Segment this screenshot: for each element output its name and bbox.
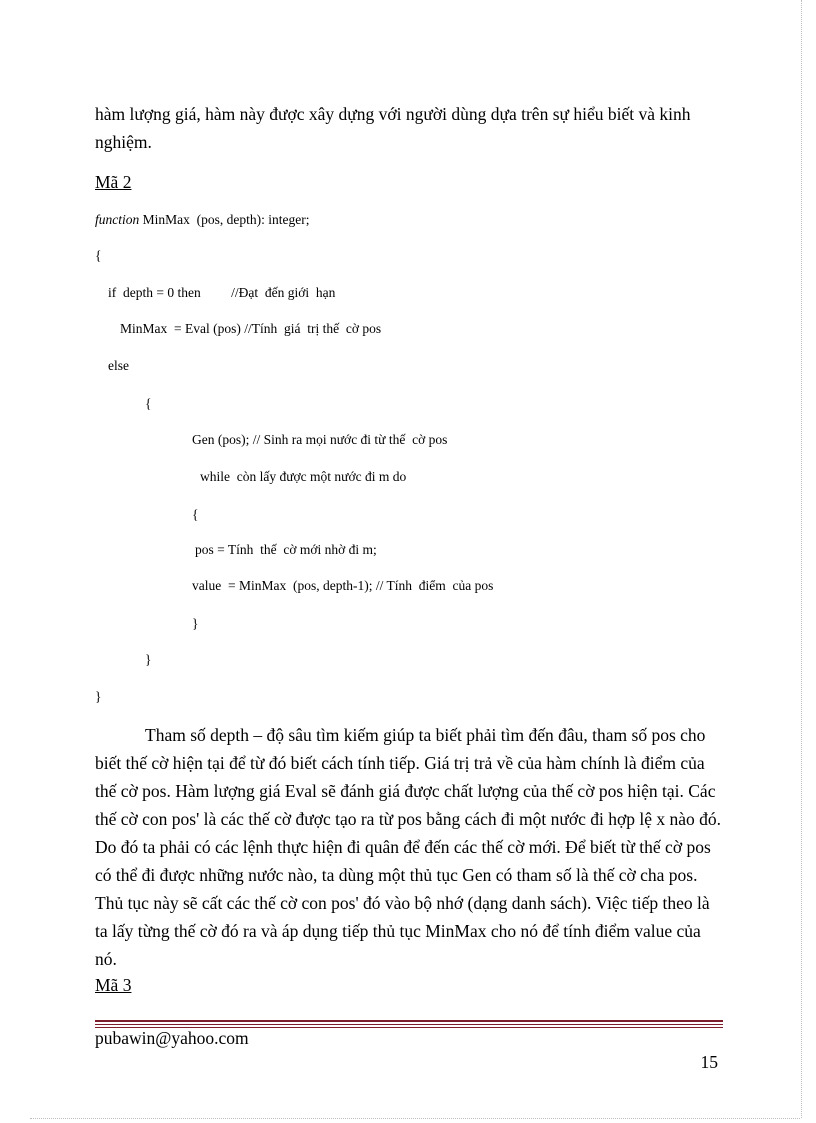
heading-ma-2: Mã 2 xyxy=(95,172,132,192)
code-line-5: else xyxy=(108,358,129,373)
code-line-14: } xyxy=(95,689,102,704)
heading-ma-3: Mã 3 xyxy=(95,975,132,995)
footer-rule xyxy=(95,1020,723,1022)
code-line-9: { xyxy=(192,507,199,522)
code-line-1-rest: MinMax (pos, depth): integer; xyxy=(139,212,310,227)
code-line-12: } xyxy=(192,616,199,631)
code-line-7: Gen (pos); // Sinh ra mọi nước đi từ thế cờ pos xyxy=(192,432,448,447)
code-line-1 xyxy=(95,212,309,228)
top-paragraph: hàm lượng giá, hàm này được xây dựng với người dùng dựa trên sự hiểu biết và kinh nghiệm. xyxy=(95,104,691,152)
code-line-11: value = MinMax (pos, depth-1); // Tính điểm của pos xyxy=(192,578,494,593)
footer-rule-2 xyxy=(95,1024,723,1025)
code-line-8: while còn lấy được một nước đi m do xyxy=(200,469,407,484)
code-line-4: MinMax = Eval (pos) //Tính giá trị thế cờ pos xyxy=(120,321,382,336)
body-paragraph: Tham số depth – độ sâu tìm kiếm giúp ta biết phải tìm đến đâu, tham số pos cho biết thế cờ hiện tại để từ đó biết cách tính tiếp. Giá trị trả về của hàm chính là điểm của thế cờ pos. Hàm lượng giá Eval sẽ đánh giá được chất lượng của thế cờ pos hiện tại. Các thế cờ con pos' là các thế cờ được tạo ra từ pos bằng cách đi một nước đi hợp lệ x nào đó. Do đó ta phải có các lệnh thực hiện đi quân để đến các thế cờ mới. Để biết từ thế cờ pos có thể đi được những nước nào, ta dùng một thủ tục Gen có tham số là thế cờ cha pos. Thủ tục này sẽ cất các thế cờ con pos' đó vào bộ nhớ (dạng danh sách). Việc tiếp theo là ta lấy từng thế cờ đó ra và áp dụng tiếp thủ tục MinMax cho nó để tính điểm value của nó. xyxy=(95,725,722,969)
code-line-6: { xyxy=(145,396,152,411)
code-line-2: { xyxy=(95,248,102,263)
page-boundary-bottom xyxy=(30,1118,800,1119)
code-line-13: } xyxy=(145,652,152,667)
code-line-10: pos = Tính thế cờ mới nhờ đi m; xyxy=(195,542,377,557)
code-line-3: if depth = 0 then //Đạt đến giới hạn xyxy=(108,285,336,300)
page-number: 15 xyxy=(700,1052,718,1072)
page-boundary-right xyxy=(801,0,802,1118)
code-keyword-function: function xyxy=(95,212,140,227)
footer-email: pubawin@yahoo.com xyxy=(95,1028,249,1048)
